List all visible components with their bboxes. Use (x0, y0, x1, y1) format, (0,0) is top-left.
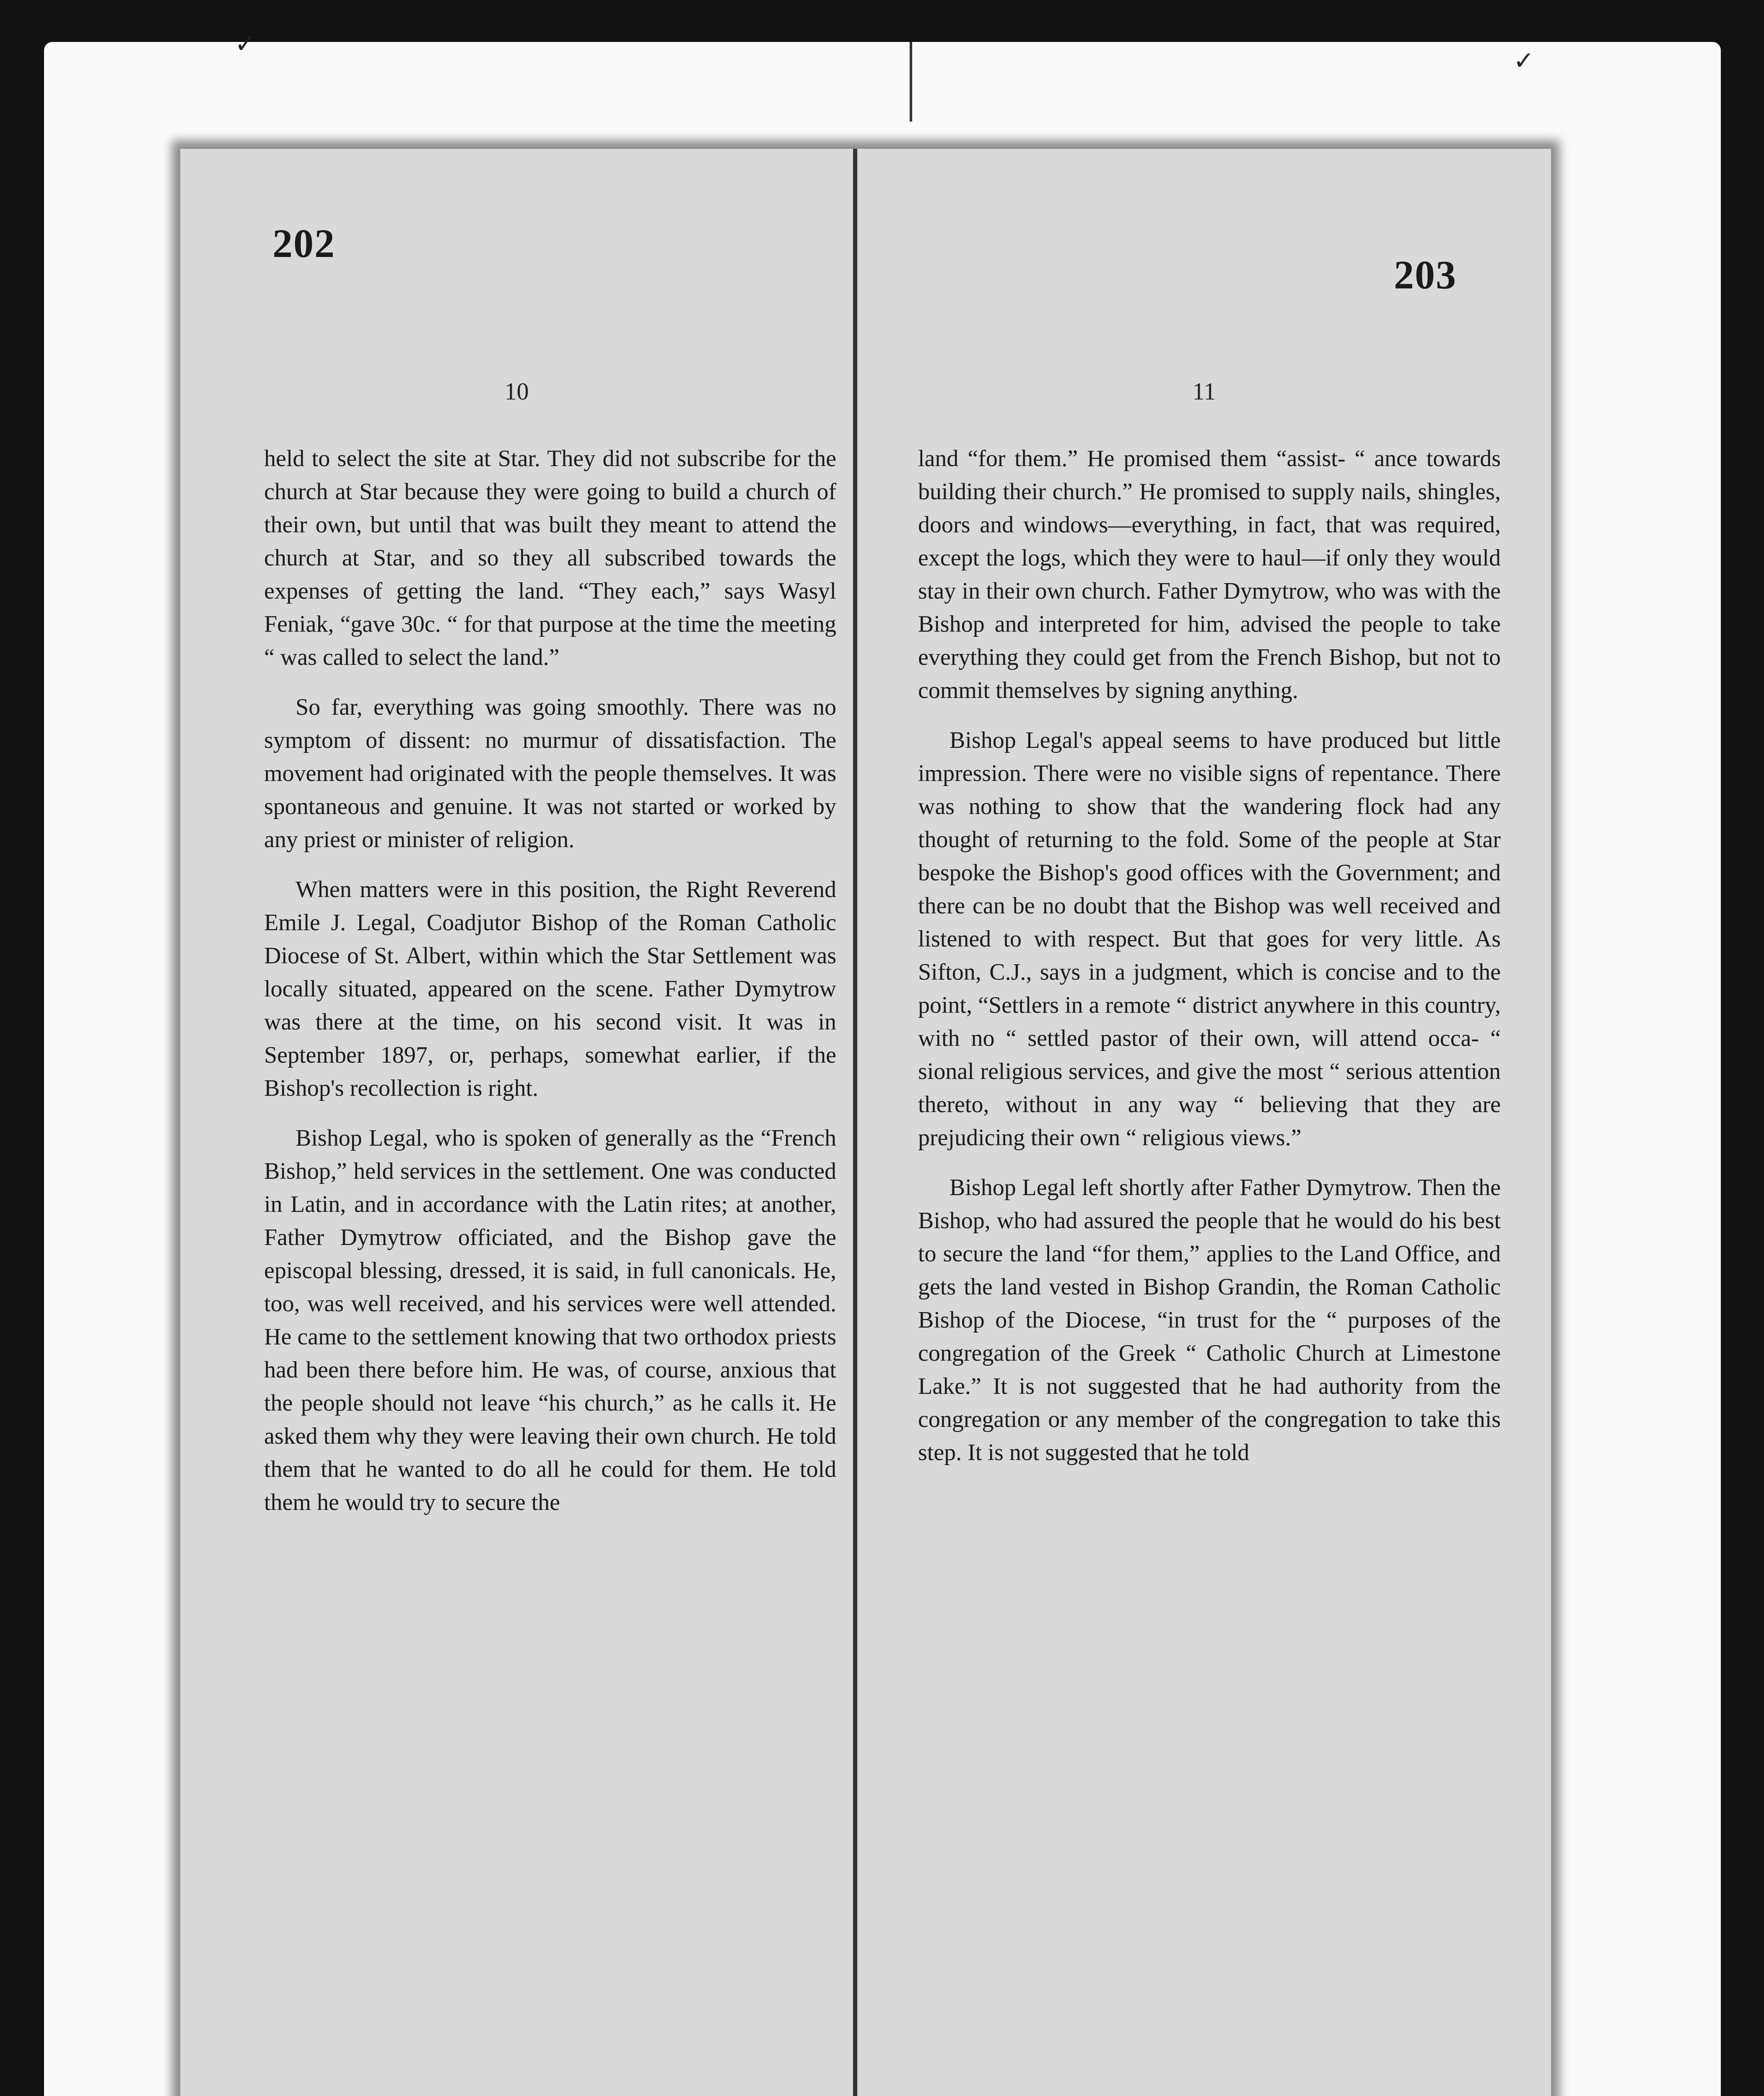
paragraph: So far, everything was going smoothly. There was no symptom of dissent: no murmur of dissatisfaction. The movement had originated with the people themselves. It was spontaneous and genuine. It was not started or worked by any priest or minister of religion. (264, 694, 836, 853)
body-text (918, 442, 1501, 1469)
paragraph: Bishop Legal left shortly after Father Dymytrow. Then the Bishop, who had assured the people that he would do his best to secure the land “for them,” applies to the Land Office, and gets the land vested in Bishop Grandin, the Roman Catholic Bishop of the Diocese, “in trust for the “ purposes of the congregation of the Greek “ Catholic Church at Limestone Lake.” It is not suggested that he had authority from the congregation or any member of the congregation to take this step. It is not suggested that he told (918, 1175, 1501, 1466)
paragraph: land “for them.” He promised them “assist- “ ance towards building their church.” He promised to supply nails, shingles, doors and windows—everything, in fact, that was required, except the logs, which they were to haul—if only they would stay in their own church. Father Dymytrow, who was with the Bishop and interpreted for him, advised the people to take everything they could get from the French Bishop, but not to commit themselves by signing anything. (918, 446, 1501, 703)
page-number: 11 (1192, 378, 1216, 405)
document-spread (180, 149, 1551, 2096)
paragraph: Bishop Legal, who is spoken of generally as the “French Bishop,” held services in the settlement. One was conducted in Latin, and in accordance with the Latin rites; at another, Father Dymytrow officiated, and the Bishop gave the episcopal blessing, dressed, it is said, in full canonicals. He, too, was well received, and his services were well attended. He came to the settlement knowing that two orthodox priests had been there before him. He was, of course, anxious that the people should not leave “his church,” as he calls it. He asked them why they were leaving their own church. He told them that he wanted to do all he could for them. He told them he would try to secure the (264, 1125, 836, 1515)
page-gutter (853, 149, 857, 2096)
left-page (180, 149, 853, 2096)
body-text (264, 442, 836, 1519)
archive-stamp-number: 203 (1394, 252, 1457, 297)
paragraph: When matters were in this position, the Right Reverend Emile J. Legal, Coadjutor Bishop of the Roman Catholic Diocese of St. Albert, within which the Star Settlement was locally situated, appeared on the scene. Father Dymytrow was there at the time, on his second visit. It was in September 1897, or, perhaps, somewhat earlier, if the Bishop's recollection is right. (264, 877, 836, 1101)
paragraph: held to select the site at Star. They did not subscribe for the church at Star because they were going to build a church of their own, but until that was built they meant to attend the church at Star, and so they all subscribed towards the expenses of getting the land. “They each,” says Wasyl Feniak, “gave 30c. “ for that purpose at the time the meeting “ was called to select the land.” (264, 446, 836, 670)
archive-stamp-number: 202 (272, 221, 335, 266)
page-number: 10 (504, 378, 529, 405)
right-page (857, 149, 1551, 2096)
tick-mark-left: ✓ (235, 30, 256, 58)
mount-divider-line (910, 42, 912, 122)
paragraph: Bishop Legal's appeal seems to have produced but little impression. There were no visible signs of repentance. There was nothing to show that the wandering flock had any thought of returning to the fold. Some of the people at Star bespoke the Bishop's good offices with the Government; and there can be no doubt that the Bishop was well received and listened to with respect. But that goes for very little. As Sifton, C.J., says in a judgment, which is concise and to the point, “Settlers in a remote “ district anywhere in this country, with no “ settled pastor of their own, will attend occa- “ sional religious services, and give the most “ serious attention thereto, without in any way “ believing that they are prejudicing their own “ religious views.” (918, 727, 1501, 1151)
tick-mark-right: ✓ (1513, 47, 1535, 75)
